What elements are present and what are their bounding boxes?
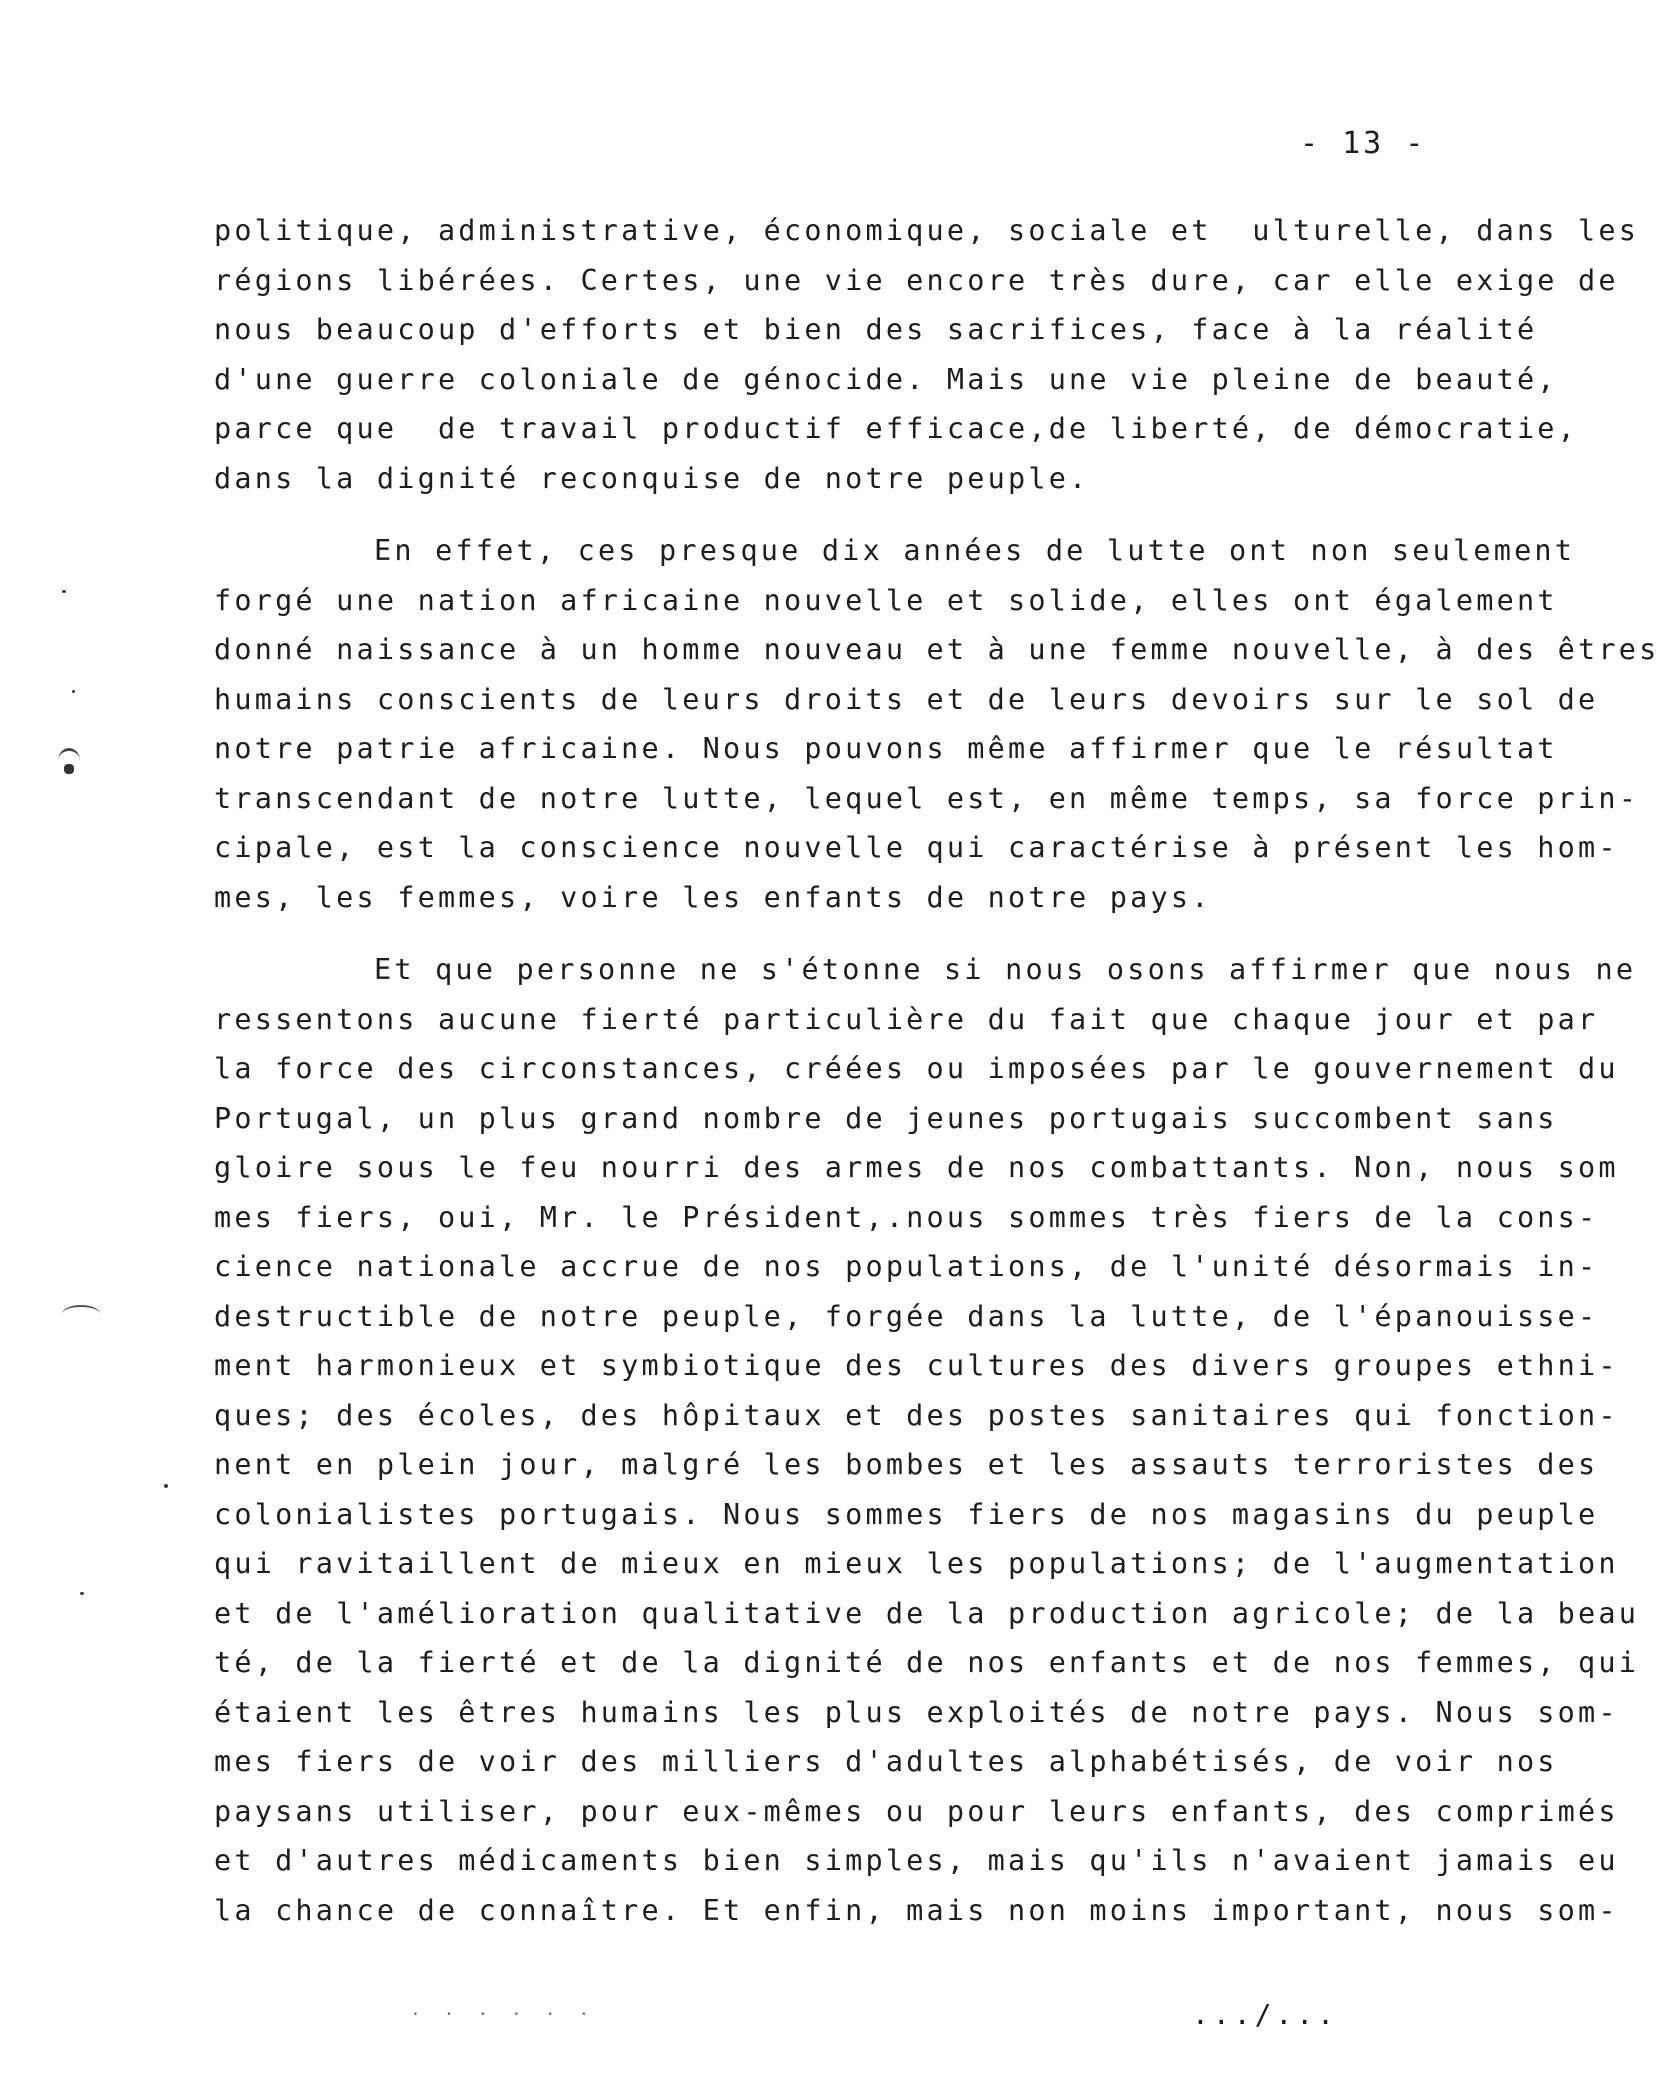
scan-speck: [72, 690, 75, 693]
text-line: humains conscients de leurs droits et de leurs devoirs sur le sol de: [214, 682, 1599, 716]
text-line: cipale, est la conscience nouvelle qui caractérise à présent les hom-: [214, 831, 1619, 864]
text-line: qui ravitaillent de mieux en mieux les populations; de l'augmentation: [214, 1547, 1619, 1580]
scan-arc-mark: [62, 1305, 100, 1323]
text-line: et d'autres médicaments bien simples, mais qu'ils n'avaient jamais eu: [214, 1844, 1619, 1877]
text-line: notre patrie africaine. Nous pouvons même affirmer que le résultat: [214, 732, 1558, 765]
scan-speck: [62, 590, 66, 593]
text-line: ques; des écoles, des hôpitaux et des postes sanitaires qui fonction-: [214, 1398, 1619, 1432]
paragraph-1: [214, 206, 1640, 503]
text-line: En effet, ces presque dix années de lutte ont non seulement: [374, 534, 1576, 567]
text-line: d'une guerre coloniale de génocide. Mais une vie pleine de beauté,: [214, 362, 1558, 396]
text-line: gloire sous le feu nourri des armes de nos combattants. Non, nous som: [214, 1151, 1619, 1184]
page-number: - 13 -: [1300, 126, 1427, 161]
scan-dots: · · · · · ·: [410, 2004, 596, 2025]
text-line: mes fiers de voir des milliers d'adultes alphabétisés, de voir nos: [214, 1745, 1558, 1778]
punch-hole-mark: [64, 764, 74, 774]
text-line: nous beaucoup d'efforts et bien des sacrifices, face à la réalité: [214, 313, 1538, 346]
text-line: politique, administrative, économique, sociale et ulturelle, dans les: [214, 214, 1640, 247]
text-line: régions libérées. Certes, une vie encore très dure, car elle exige de: [214, 263, 1619, 297]
paragraph-2: [214, 526, 1660, 922]
text-line: forgé une nation africaine nouvelle et solide, elles ont également: [214, 583, 1558, 617]
text-line: dans la dignité reconquise de notre peuple.: [214, 461, 1090, 495]
scan-speck: [80, 1592, 84, 1595]
text-line: té, de la fierté et de la dignité de nos enfants et de nos femmes, qui: [214, 1646, 1640, 1679]
scan-speck: [164, 1484, 168, 1488]
text-line: la chance de connaître. Et enfin, mais non moins important, nous som-: [214, 1893, 1619, 1927]
paragraph-3: [214, 945, 1640, 1935]
text-line: Portugal, un plus grand nombre de jeunes portugais succombent sans: [214, 1101, 1558, 1135]
text-line: Et que personne ne s'étonne si nous osons affirmer que nous ne: [374, 953, 1637, 986]
continuation-marker: .../...: [1192, 1998, 1339, 2031]
text-line: paysans utiliser, pour eux-mêmes ou pour leurs enfants, des comprimés: [214, 1794, 1619, 1828]
text-line: la force des circonstances, créées ou imposées par le gouvernement du: [214, 1052, 1619, 1085]
text-line: étaient les êtres humains les plus exploités de notre pays. Nous som-: [214, 1695, 1619, 1729]
text-line: et de l'amélioration qualitative de la production agricole; de la beau: [214, 1596, 1640, 1630]
text-line: ment harmonieux et symbiotique des cultures des divers groupes ethni-: [214, 1349, 1619, 1382]
text-line: mes fiers, oui, Mr. le Président,.nous sommes très fiers de la cons-: [214, 1200, 1599, 1234]
text-line: parce que de travail productif efficace,de liberté, de démocratie,: [214, 412, 1579, 445]
text-line: mes, les femmes, voire les enfants de notre pays.: [214, 880, 1212, 914]
text-line: donné naissance à un homme nouveau et à une femme nouvelle, à des êtres: [214, 633, 1660, 666]
text-line: nent en plein jour, malgré les bombes et les assauts terroristes des: [214, 1448, 1599, 1481]
text-line: transcendant de notre lutte, lequel est, en même temps, sa force prin-: [214, 781, 1640, 815]
text-line: ressentons aucune fierté particulière du fait que chaque jour et par: [214, 1002, 1599, 1036]
text-line: cience nationale accrue de nos populations, de l'unité désormais in-: [214, 1250, 1599, 1283]
text-line: destructible de notre peuple, forgée dans la lutte, de l'épanouisse-: [214, 1299, 1599, 1333]
text-line: colonialistes portugais. Nous sommes fiers de nos magasins du peuple: [214, 1497, 1599, 1531]
